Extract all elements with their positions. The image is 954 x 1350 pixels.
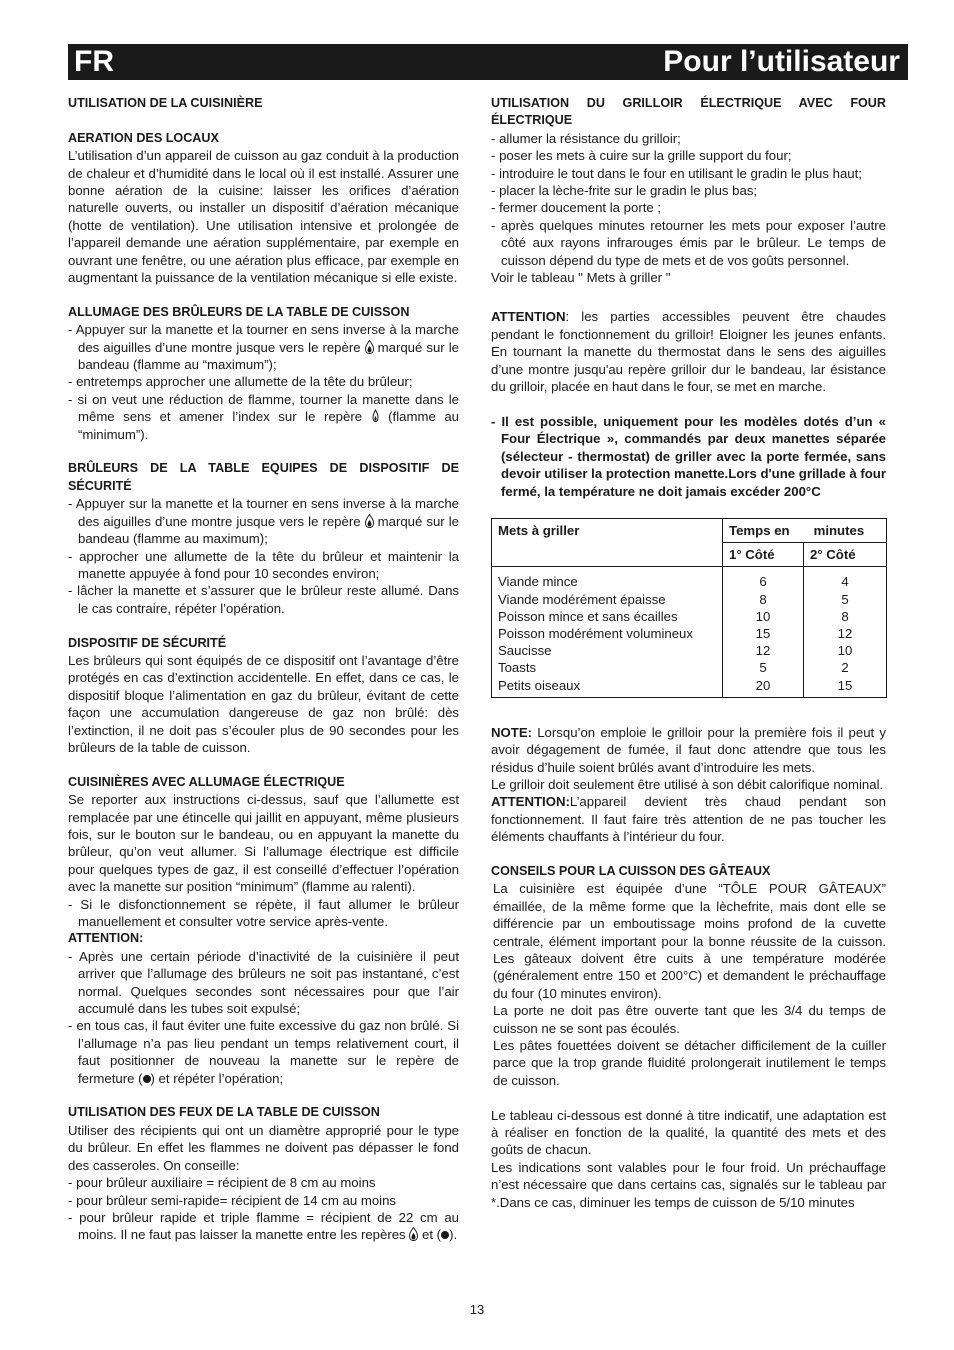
table-cell: 5 [759, 660, 767, 676]
flame-max-icon [365, 340, 374, 354]
section-title: UTILISATION DE LA CUISINIÈRE [68, 96, 263, 110]
list-item: - si on veut une réduction de flamme, tourner la manette dans le même sens et amener l’index sur le repère (flamme au “minimum”). [68, 391, 459, 442]
table-cell: 2 [841, 660, 849, 676]
table-cell: 8 [759, 591, 767, 607]
list-item: - pour brûleur auxiliaire = récipient de 8 cm au moins [68, 1175, 376, 1191]
voir-tableau: Voir le tableau " Mets à griller " [491, 270, 671, 286]
gateaux-p3: Les pâtes fouettées doivent se détacher difficilement de la cuiller parce que la trop grande fluidité prolongerait inutilement le temps de cuisson. [493, 1038, 886, 1088]
bold-note: - Il est possible, uniquement pour les modèles dotés d’un « Four Électrique », commandés par deux manettes séparée (sélecteur - thermostat) de griller avec la porte fermée, sans devoir utiliser la protection manette.Lors d'une grillade à four fermé, la température ne doit jamais excéder 200°C [491, 413, 886, 499]
table-cell: 12 [755, 643, 771, 659]
grilloir-title: UTILISATION DU GRILLOIR ÉLECTRIQUE AVEC FOUR ÉLECTRIQUE [491, 96, 886, 128]
table-row: Poisson mince et sans écailles [498, 608, 678, 624]
feux-text: Utiliser des récipients qui ont un diamètre approprié pour le type du brûleur. En effet les flammes ne doivent pas dépasser le fond des casseroles. On conseille: [68, 1122, 459, 1173]
table-row: Poisson modérément volumineux [498, 625, 693, 641]
table-row: Viande mince [498, 574, 578, 590]
off-position-icon [441, 1231, 449, 1239]
feux-title: UTILISATION DES FEUX DE LA TABLE DE CUISSON [68, 1105, 380, 1120]
side1-list [723, 567, 804, 697]
table-row: Viande modérément épaisse [498, 591, 666, 607]
attention-paragraph: ATTENTION: les parties accessibles peuvent être chaudes pendant le fonctionnement du grilloir! Eloigner les jeunes enfants. En tournant la manette du thermostat dans le sens des aiguilles d’une montre jusqu'au repère grilloir dur le bandeau, lar ésistance du grilloir, placée en haut dans le four, se met en marche. [491, 309, 886, 395]
list-item: - après quelques minutes retourner les mets pour exposer l’autre côté aux rayons infrarouges émis par le brûleur. Le temps de cuisson dépend du type de mets et de vos goûts personnel. [491, 217, 886, 268]
right-column [491, 95, 886, 1211]
list-item: - pour brûleur semi-rapide= récipient de 14 cm au moins [68, 1192, 397, 1208]
note-paragraph-2: Le grilloir doit seulement être utilisé à son débit calorifique nominal. [491, 776, 884, 792]
language-code: FR [74, 45, 114, 78]
table-row: Saucisse [498, 643, 552, 659]
list-item: - approcher une allumette de la tête du brûleur et maintenir la manette appuyée à fond pour 10 secondes environ; [68, 548, 460, 581]
dispositif-text: Les brûleurs qui sont équipés de ce dispositif ont l’avantage d’être protégés en cas d’extinction accidentelle. En effet, dans ce cas, le dispositif bloque l’alimentation en gaz du brûleur, évitant de cette façon une accumulation dangereuse de gaz non brûlé: dès l’extinction, il ne doit pas s’écouler plus de 90 secondes pour les brûleurs de la table de cuisson. [68, 652, 459, 755]
attention-paragraph-2: ATTENTION:L’appareil devient très chaud pendant son fonctionnement. Il faut faire très attention de ne pas toucher les éléments chauffants à l’intérieur du four. [491, 794, 886, 845]
list-item: - allumer la résistance du grilloir; [491, 130, 681, 146]
grill-table [491, 518, 887, 698]
dispositif-title: DISPOSITIF DE SÉCURITÉ [68, 635, 227, 650]
table-header-side1: 1° Côté [723, 543, 804, 567]
table-cell: 6 [759, 574, 767, 590]
table-cell: 5 [841, 591, 849, 607]
side2-list [804, 567, 887, 697]
off-position-icon [143, 1075, 151, 1083]
attention-label: ATTENTION: [68, 931, 144, 946]
flame-max-icon [365, 514, 374, 528]
table-cell: 4 [841, 574, 849, 590]
gateaux-title: CONSEILS POUR LA CUISSON DES GÂTEAUX [491, 863, 771, 878]
gateaux-p5: Les indications sont valables pour le four froid. Un préchauffage n’est nécessaire que dans certains cas, signalés sur le tableau par *.Dans ce cas, diminuer les temps de cuisson de 5/10 minutes [491, 1159, 886, 1210]
page-title: Pour l’utilisateur [663, 45, 900, 78]
list-item: - entretemps approcher une allumette de la tête du brûleur; [68, 374, 413, 390]
table-row: Toasts [498, 660, 537, 676]
table-header-time: Temps en minutes [723, 518, 887, 542]
flame-min-icon [371, 409, 380, 423]
table-cell: 20 [755, 677, 771, 693]
securite-bruleurs-title: BRÛLEURS DE LA TABLE EQUIPES DE DISPOSITIF DE SÉCURITÉ [68, 461, 459, 493]
table-header-side2: 2° Côté [804, 543, 887, 567]
page-number: 13 [469, 1302, 485, 1317]
list-item: - Si le disfonctionnement se répète, il faut allumer le brûleur manuellement et consulter votre service après-vente. [68, 896, 459, 930]
gateaux-p1: La cuisinière est équipée d’une “TÔLE POUR GÂTEAUX” émaillée, de la même forme que la lèchefrite, mais dont elle se différencie par un emboutissage moins profond de la cuvette centrale, élément important pour la bonne réussite de la cuisson. Les gâteaux doivent être cuits à une température modérée (généralement entre 150 et 200°C) et demandent le préchauffage du four (10 minutes environ). [493, 881, 886, 1001]
table-cell: 15 [755, 625, 771, 641]
aeration-text: L’utilisation d’un appareil de cuisson au gaz conduit à la production de chaleur et d’humidité dans le local où il est installé. Assurer une bonne aération de la cuisine: laisser les orifices d’aération naturelle ouverts, ou installer un dispositif d’aération mécanique (hotte de ventilation). Une utilisation intensive et prolongée de l’appareil demande une aération supplémentaire, par exemple en ouvrant une fenêtre, ou une aération plus efficace, par exemple en augmentant la puissance de la ventilation mécanique si elle existe. [68, 148, 459, 286]
note-paragraph: NOTE: Lorsqu’on emploie le grilloir pour la première fois il peut y avoir dégagement de fumée, il faut donc attendre que tous les résidus d’huile soient brûlés avant d’introduire les mets. [491, 724, 886, 775]
list-item: - placer la lèche-frite sur le gradin le plus bas; [491, 183, 758, 199]
left-column [68, 95, 459, 1244]
table-cell: 10 [837, 643, 853, 659]
list-item: - poser les mets à cuire sur la grille support du four; [491, 148, 792, 164]
electrique-title: CUISINIÈRES AVEC ALLUMAGE ÉLECTRIQUE [68, 774, 345, 789]
list-item: - Appuyer sur la manette et la tourner en sens inverse à la marche des aiguilles d’une montre jusque vers le repère marqué sur le bandeau (flamme au maximum); [68, 496, 460, 547]
gateaux-p2: La porte ne doit pas être ouverte tant que les 3/4 du temps de cuisson ne se sont pas écoulés. [493, 1003, 886, 1036]
page-header [68, 44, 908, 80]
table-header-food: Mets à griller [492, 518, 723, 566]
table-cell: 8 [841, 608, 849, 624]
allumage-title: ALLUMAGE DES BRÛLEURS DE LA TABLE DE CUISSON [68, 304, 410, 319]
list-item: - lâcher la manette et s’assurer que le brûleur reste allumé. Dans le cas contraire, répéter l’opération. [68, 583, 459, 616]
list-item: - Après une certain période d’inactivité de la cuisinière il peut arriver que l’allumage des brûleurs ne soit pas instantané, c’est normal. Quelques secondes sont nécessaires pour que l’air accumulé dans les tubes soit expulsé; [68, 948, 459, 1017]
table-row: Petits oiseaux [498, 677, 581, 693]
list-item: - Appuyer sur la manette et la tourner en sens inverse à la marche des aiguilles d’une montre jusque vers le repère marqué sur le bandeau (flamme au “maximum”); [68, 322, 460, 373]
electrique-text: Se reporter aux instructions ci-dessus, sauf que l’allumette est remplacée par une étincelle qui jaillit en appuyant, même plusieurs fois, sur le bouton sur le bandeau, ou en appuyant la manette du brûleur, qu’on veut allumer. Si l’allumage électrique est difficile pour quelques types de gaz, il est conseillé d’effectuer l’opération avec la manette sur position “minimum” (flamme au ralenti). [68, 792, 459, 895]
gateaux-p4: Le tableau ci-dessous est donné à titre indicatif, une adaptation est à réaliser en fonction de la qualité, la quantité des mets et des goûts de chacun. [491, 1107, 886, 1158]
aeration-title: AERATION DES LOCAUX [68, 130, 219, 145]
table-cell: 10 [755, 608, 771, 624]
flame-max-icon [409, 1227, 418, 1241]
list-item: - fermer doucement la porte ; [491, 200, 662, 216]
table-cell: 12 [837, 625, 853, 641]
table-cell: 15 [837, 677, 853, 693]
food-list [492, 567, 723, 697]
list-item: - introduire le tout dans le four en utilisant le gradin le plus haut; [491, 165, 862, 181]
list-item: - pour brûleur rapide et triple flamme = récipient de 22 cm au moins. Il ne faut pas laisser la manette entre les repères et ( ). [68, 1209, 459, 1243]
list-item: - en tous cas, il faut éviter une fuite excessive du gaz non brûlé. Si l’allumage n’a pas lieu pendant un temps relativement court, il faut positionner de nouveau la manette sur le repère de fermeture ( ) et répéter l’opération; [68, 1018, 459, 1086]
